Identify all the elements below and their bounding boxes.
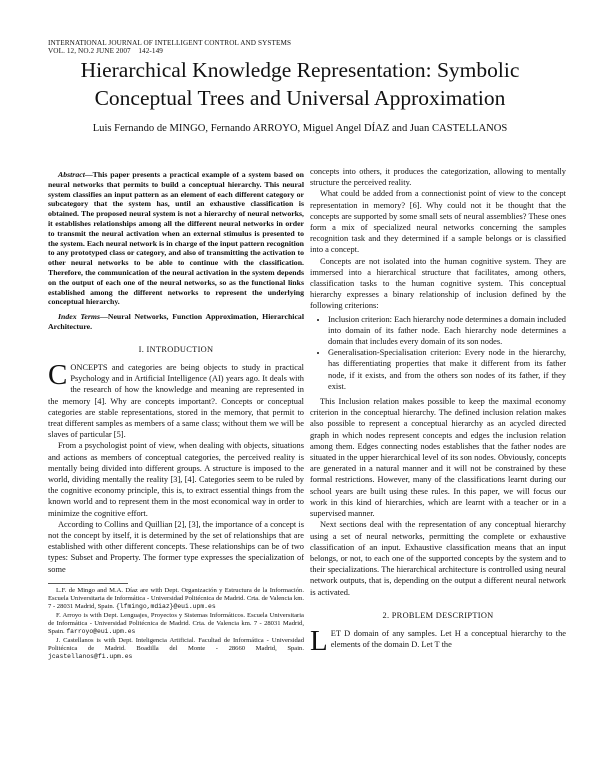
- title-line-1: Hierarchical Knowledge Representation: Symbolic: [80, 58, 520, 82]
- footnote-divider: [48, 583, 128, 584]
- index-terms-text: —Neural Networks, Function Approximation, Hierarchical Architecture.: [48, 312, 304, 331]
- paper-title: [30, 56, 570, 112]
- intro-paragraph-1: [48, 358, 304, 440]
- footnote-1-text: L.F. de Mingo and M.A. Díaz are with Dept. Organización y Estructura de la Información. Escuela Universitaria de Informática - Universidad Politécnica de Madrid. Crta. de Valencia km. 7 - 28031 Madrid, Spain.: [48, 586, 304, 610]
- right-paragraph-5: Next sections deal with the representation of any conceptual hierarchy using a set of neural networks, permitting the complete or exhaustive classification of an input. Exhaustive classification means that an input belongs, or not, to each one of the supported concepts by the system and to their specializations. The hierarchical architecture is controlled using neural network outputs, that is, depending on the output a different neural network is activated.: [310, 520, 566, 597]
- criteria-inclusion: • Inclusion criterion: Each hierarchy node determines a domain included into domain of its father node. Each hierarchy node determines a domain that includes every domain of its son nodes.: [328, 314, 566, 348]
- footnote-3-text: J. Castellanos is with Dept. Inteligencia Artificial. Facultad de Informática - Universidad Politécnica de Madrid. Boadilla del Monte - 28660 Madrid, Spain.: [48, 636, 304, 652]
- problem-paragraph-1: [310, 624, 566, 657]
- right-paragraph-3: Concepts are not isolated into the human cognitive system. They are immersed into a hierarchical structure that facilitates, among others, classification tasks to the human cognitive system. This conceptual hierarchy expresses a binary relationship of inclusion defined by the following criterions:: [310, 256, 566, 311]
- intro-paragraph-1-text: ONCEPTS and categories are being objects to study in practical Psychology and in Artificial Intelligence (AI) years ago. It deals with the research of how the knowledge and meaning are represented in the memory [4]. Why are concepts important?. Concepts or conceptual categories are stable representations, stored in the memory, that permit to treat different samples as members of a same class; without them we will be slaves of particular [5].: [48, 362, 304, 440]
- intro-paragraph-3: According to Collins and Quillian [2], [3], the importance of a concept is not the concept by itself, it is determined by the set of relationships that are established with other different concepts. These relationships can be of two types: Subset and Property. The former type expresses the specialization of some: [48, 519, 304, 574]
- footnote-3: [48, 637, 304, 661]
- journal-name: INTERNATIONAL JOURNAL OF INTELLIGENT CONTROL AND SYSTEMS: [48, 39, 292, 47]
- problem-paragraph-1-text: ET D domain of any samples. Let H a conceptual hierarchy to the elements of the domain D. Let T the: [330, 628, 566, 650]
- right-paragraph-1: concepts into others, it produces the categorization, allowing to mentally structure the perceived reality.: [310, 167, 566, 188]
- abstract-text: —This paper presents a practical example of a system based on neural networks that permits to build a conceptual hierarchy. This neural system classifies an input pattern as an element of each different category or subcategory that the system has, until an exhaustive classification is obtained. The proposed neural system is not a hierarchy of neural networks, it establishes relationships among all the different neural networks in order to transmit the neural activation when an external stimulus is presented to the system. Each neural network is in charge of the input pattern recognition to any prototyped class or category, and also of transmitting the activation to other neural networks to be able to continue with the classification. Therefore, the communication of the neural activation in the system depends on the output of each one of the neural networks, so as the functional links established among the different networks to represent the underlying conceptual hierarchy.: [48, 170, 304, 307]
- title-line-2: Conceptual Trees and Universal Approximation: [94, 86, 506, 110]
- abstract-label: Abstract: [58, 170, 85, 179]
- journal-header: [48, 39, 291, 56]
- footnotes: [48, 587, 304, 661]
- section-heading-problem-description: 2. PROBLEM DESCRIPTION: [382, 610, 494, 620]
- drop-cap: C: [48, 358, 68, 391]
- footnote-2-email[interactable]: farroyo@eui.upm.es: [66, 627, 136, 635]
- index-terms-label: Index Terms: [58, 312, 101, 322]
- footnote-3-email[interactable]: jcastellanos@fi.upm.es: [48, 652, 133, 660]
- right-paragraph-2: What could be added from a connectionist point of view to the concept representation in memory? [6]. Why could not it be thought that the concepts are supported by some small sets of neural assemblies? These ones form a mix of specialized neural networks concerning the samples recognition task and they determined if a sample belongs or is classified into a concept.: [310, 189, 566, 255]
- footnote-2: [48, 612, 304, 636]
- right-paragraph-4: This Inclusion relation makes possible to keep the maximal economy criterion in the conceptual hierarchy. The defined inclusion relation makes also possible to represent a conceptual hierarchy as an acycled directed graph in which nodes represent concepts and edges the inclusion relation among them. Edges connecting nodes establishes that the father nodes are situated in the upper hierarchical level of its son nodes. Obviously, concepts are generated in a natural manner and it will not be constrained by these formal restrictions. However, many of the classifications learnt during our school years are built using these rules. In this paper, we will focus our work in this kind of hierarchies, which are learnt with a teacher or in a supervised manner.: [310, 397, 566, 519]
- footnote-2-text: F. Arroyo is with Dept. Lenguajes, Proyectos y Sistemas Informáticos. Escuela Universitaria de Informática - Universidad Politécnica de Madrid. Crta. de Valencia km. 7 - 28031 Madrid, Spain.: [48, 611, 304, 635]
- criteria-generalisation: • Generalisation-Specialisation criterion: Every node in the hierarchy, has differentiating properties that make it different from its father node, if it exists, and from the others son nodes of its father, if they exist.: [328, 347, 566, 392]
- footnote-1-email[interactable]: {lfmingo,mdiaz}@eui.upm.es: [115, 602, 216, 610]
- section-heading-introduction: I. INTRODUCTION: [138, 344, 214, 354]
- journal-volume: VOL. 12, NO.2 JUNE 2007 142-149: [48, 47, 163, 56]
- right-column: [310, 166, 566, 657]
- index-terms: [48, 312, 304, 332]
- authors: Luis Fernando de MINGO, Fernando ARROYO, Miguel Angel DÍAZ and Juan CASTELLANOS: [92, 123, 508, 134]
- left-column: [48, 170, 304, 662]
- footnote-1: [48, 587, 304, 611]
- drop-cap-2: L: [310, 624, 328, 657]
- intro-paragraph-2: From a psychologist point of view, when dealing with objects, situations and actions as members of conceptual categories, the perceived reality is mentally being divided into different groups. A structure is imposed to the world, dividing mentally the reality [3], [4]. Categories seem to be ruled by the cognitive economy principle, this is, to extract essential things from the known world and to represent them in the most economical way in order to minimize the cognitive effort.: [48, 441, 304, 518]
- criteria-list: [310, 314, 566, 392]
- abstract: [48, 170, 304, 307]
